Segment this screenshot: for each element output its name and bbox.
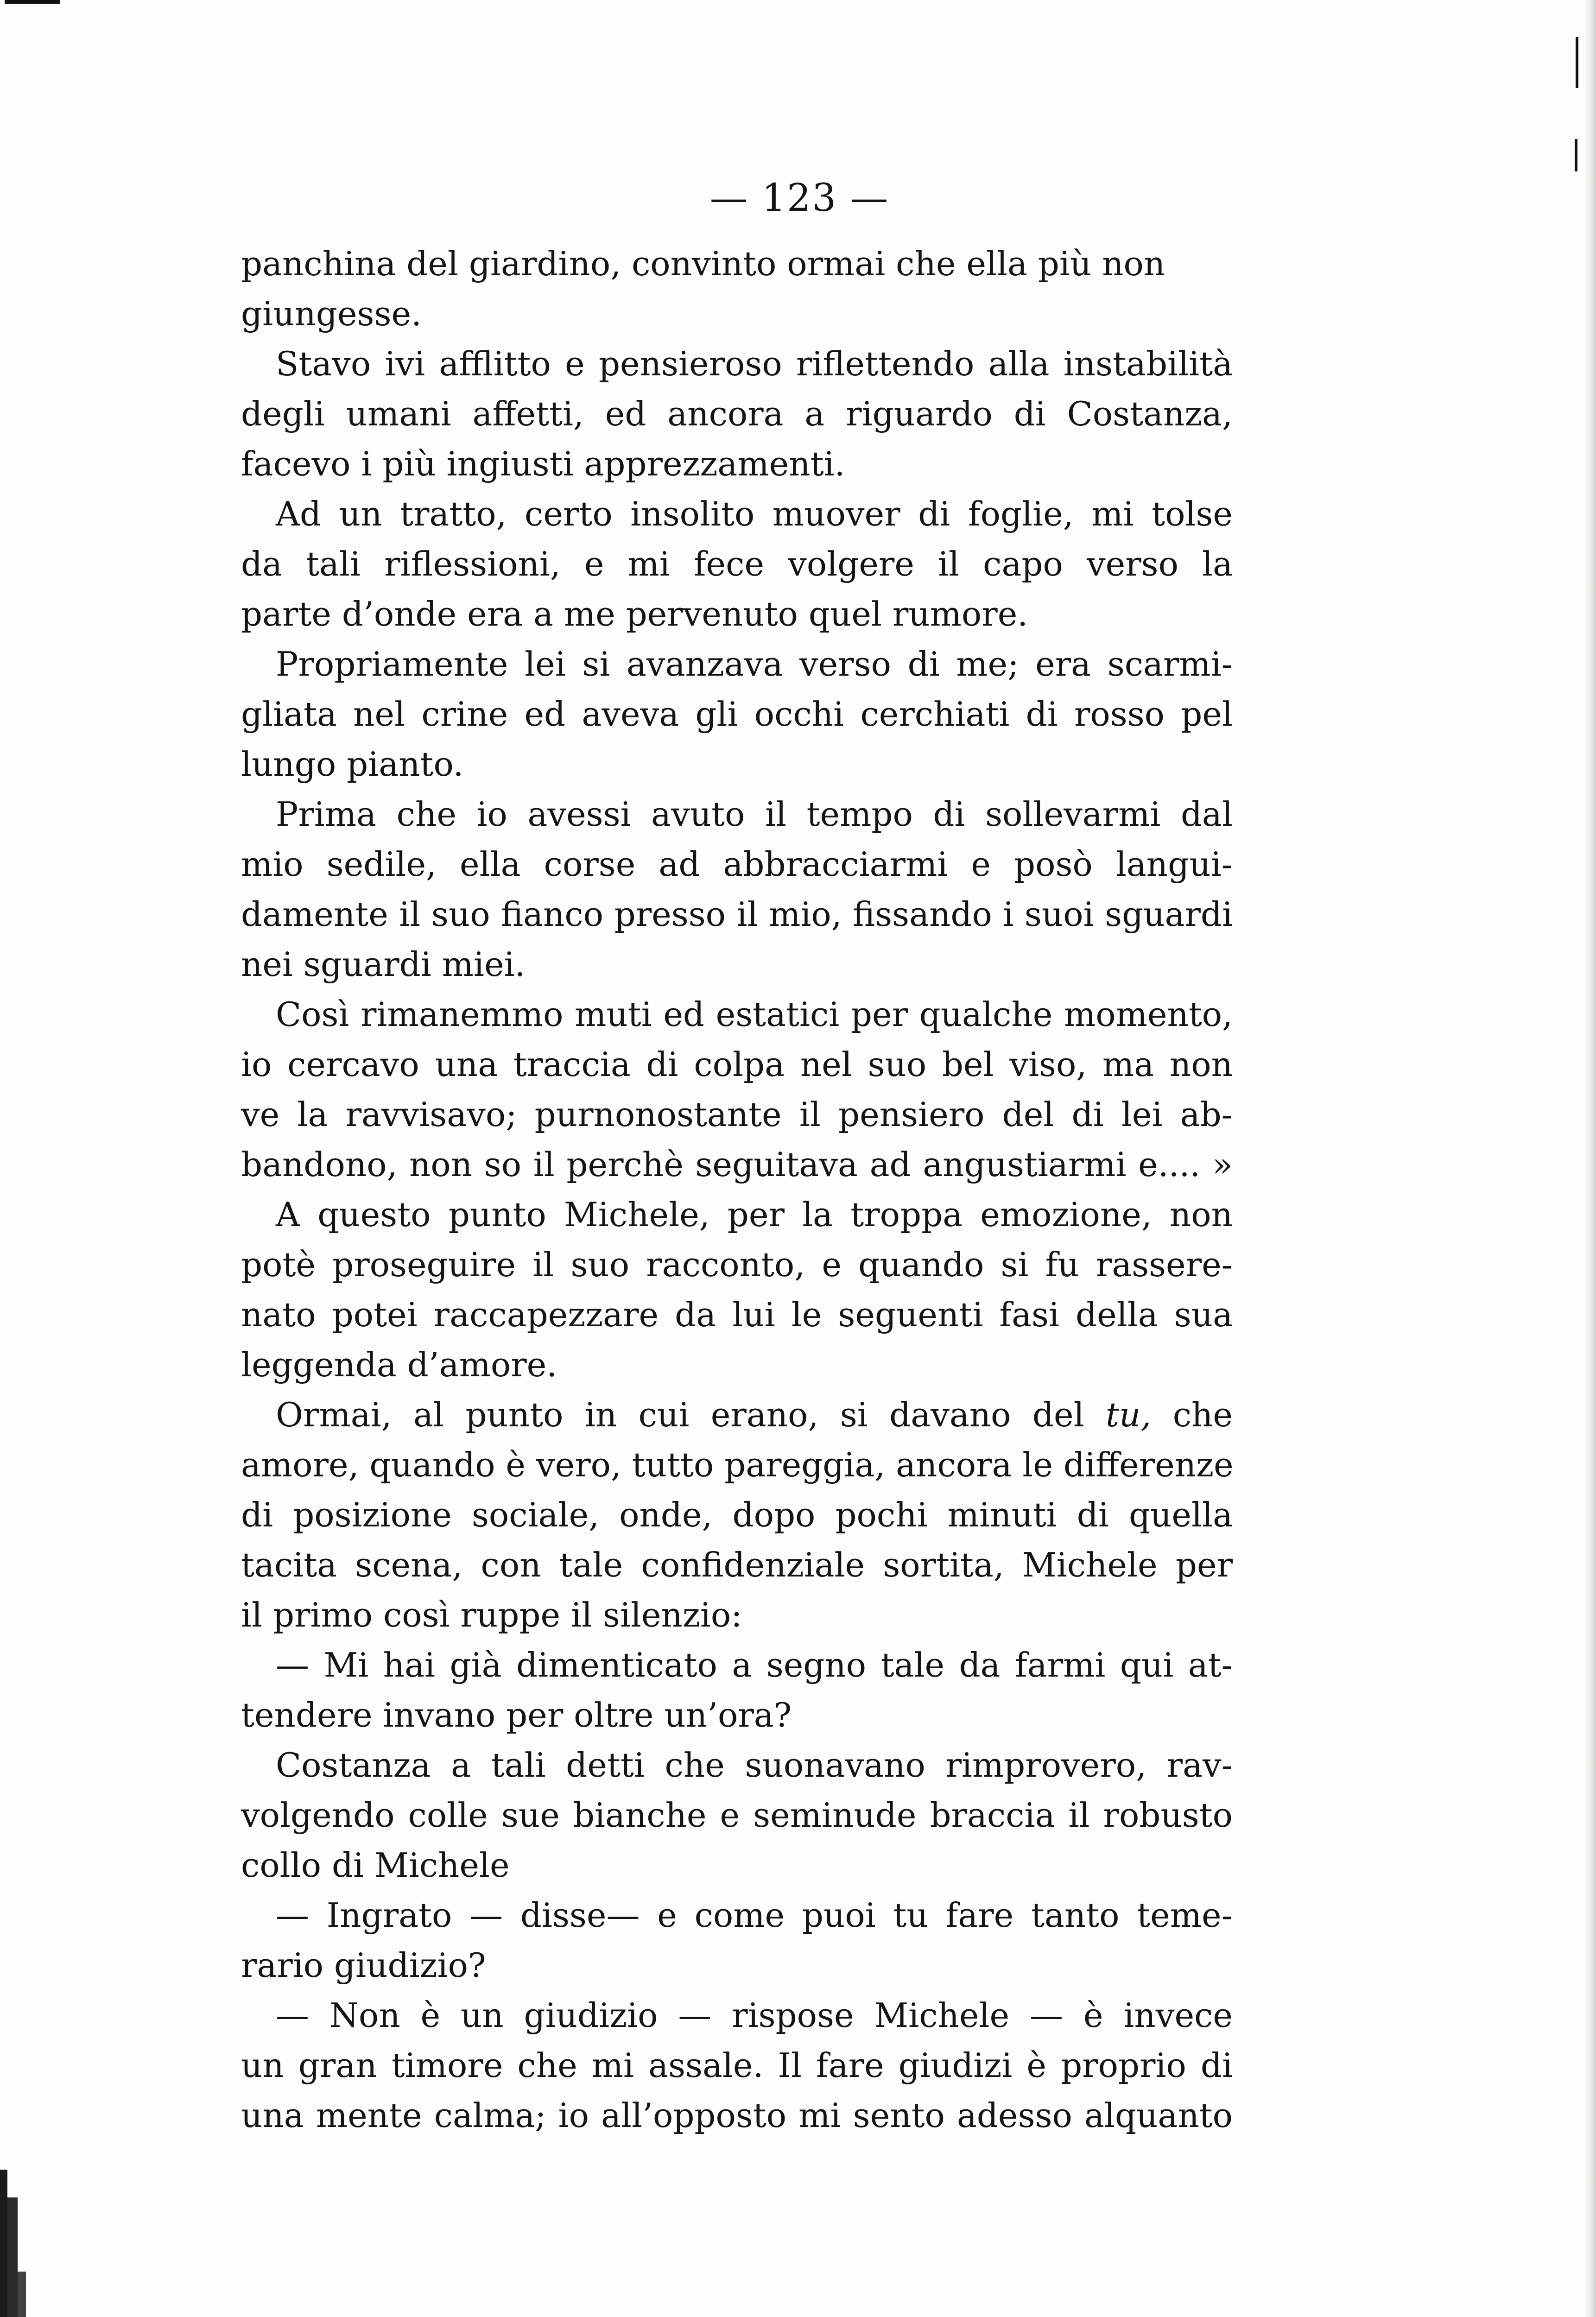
text-line: una mente calma; io all’opposto mi sento adesso alquanto bbox=[241, 2096, 1233, 2135]
text-line: gliata nel crine ed aveva gli occhi cerchiati di rosso pel bbox=[241, 695, 1233, 734]
page-number: — 123 — bbox=[709, 176, 889, 220]
text-line: da tali riflessioni, e mi fece volgere il capo verso la bbox=[241, 544, 1233, 583]
text-line: — Non è un giudizio — rispose Michele — è invece bbox=[276, 1996, 1233, 2035]
text-line: damente il suo fianco presso il mio, fissando i suoi sguardi bbox=[241, 895, 1233, 934]
text-line: tacita scena, con tale confidenziale sortita, Michele per bbox=[241, 1545, 1233, 1584]
text-line: Così rimanemmo muti ed estatici per qualche momento, bbox=[276, 995, 1233, 1034]
text-line: ve la ravvisavo; purnonostante il pensiero del di lei ab- bbox=[241, 1095, 1233, 1134]
text-line: tendere invano per oltre un’ora? bbox=[241, 1696, 792, 1735]
binding-strip bbox=[7, 2197, 18, 2317]
text-line: potè proseguire il suo racconto, e quando si fu rassere- bbox=[241, 1245, 1233, 1284]
text-line: di posizione sociale, onde, dopo pochi minuti di quella bbox=[241, 1495, 1233, 1534]
text-line: giungesse. bbox=[241, 294, 422, 333]
text-line: leggenda d’amore. bbox=[241, 1345, 557, 1384]
text-line: mio sedile, ella corse ad abbracciarmi e posò langui- bbox=[241, 845, 1233, 884]
text-line: amore, quando è vero, tutto pareggia, ancora le differenze bbox=[241, 1445, 1234, 1484]
scan-mark bbox=[1575, 139, 1577, 171]
text-line: parte d’onde era a me pervenuto quel rumore. bbox=[241, 595, 1028, 633]
binding-strip bbox=[0, 2170, 7, 2317]
text-line: A questo punto Michele, per la troppa emozione, non bbox=[276, 1195, 1233, 1234]
text-line: Costanza a tali detti che suonavano rimprovero, rav- bbox=[276, 1746, 1233, 1785]
text-line: il primo così ruppe il silenzio: bbox=[241, 1595, 742, 1634]
text-line: — Mi hai già dimenticato a segno tale da farmi qui at- bbox=[276, 1646, 1233, 1684]
text-line: facevo i più ingiusti apprezzamenti. bbox=[241, 444, 845, 483]
text-line: degli umani affetti, ed ancora a riguardo di Costanza, bbox=[241, 394, 1233, 433]
page-edge-shadow bbox=[1584, 0, 1596, 2317]
text-line: rario giudizio? bbox=[241, 1946, 486, 1985]
text-line: bandono, non so il perchè seguitava ad angustiarmi e.... » bbox=[241, 1145, 1233, 1184]
italic-word: tu, bbox=[1106, 1395, 1152, 1434]
text-line: un gran timore che mi assale. Il fare giudizi è proprio di bbox=[241, 2046, 1233, 2085]
text-line: Propriamente lei si avanzava verso di me; era scarmi- bbox=[276, 645, 1233, 684]
body-text bbox=[241, 239, 1233, 2140]
scan-mark bbox=[5, 0, 60, 4]
text-line: volgendo colle sue bianche e seminude braccia il robusto bbox=[241, 1796, 1233, 1835]
text-segment: che bbox=[1151, 1395, 1233, 1434]
text-line: — Ingrato — disse— e come puoi tu fare tanto teme- bbox=[276, 1896, 1233, 1935]
scan-mark bbox=[1576, 37, 1578, 88]
text-line: nato potei raccapezzare da lui le seguenti fasi della sua bbox=[241, 1295, 1233, 1334]
text-line: io cercavo una traccia di colpa nel suo bel viso, ma non bbox=[241, 1045, 1233, 1084]
text-line: panchina del giardino, convinto ormai che ella più non bbox=[241, 244, 1165, 283]
text-line: lungo pianto. bbox=[241, 745, 464, 784]
text-segment: Ormai, al punto in cui erano, si davano del bbox=[276, 1395, 1106, 1434]
text-line: Ad un tratto, certo insolito muover di foglie, mi tolse bbox=[276, 494, 1233, 533]
text-line: collo di Michele bbox=[241, 1846, 510, 1885]
text-line: Prima che io avessi avuto il tempo di sollevarmi dal bbox=[276, 795, 1233, 834]
binding-edge-marks bbox=[0, 2170, 241, 2317]
text-line: nei sguardi miei. bbox=[241, 945, 526, 984]
text-line-with-italic bbox=[241, 1390, 1233, 1440]
binding-strip bbox=[18, 2272, 26, 2317]
text-line: Stavo ivi afflitto e pensieroso riflettendo alla instabilità bbox=[276, 344, 1233, 383]
